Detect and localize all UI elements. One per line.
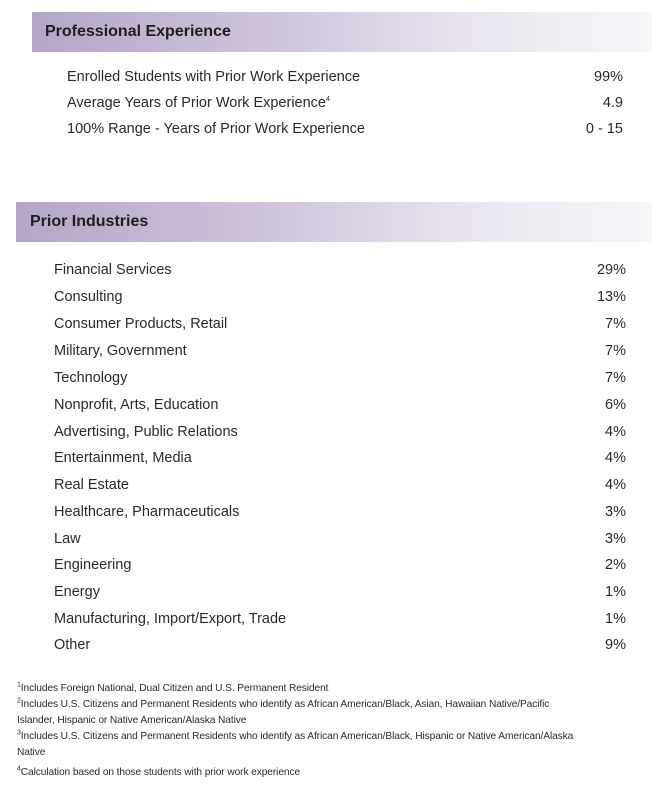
footnote-ref: 4	[326, 96, 330, 104]
industry-row	[54, 314, 626, 334]
footnote-text: Includes U.S. Citizens and Permanent Residents who identify as African American/Black, Hispanic or Native American/Alaska Native	[17, 731, 574, 758]
row-value: 6%	[605, 397, 626, 413]
industry-row	[54, 475, 626, 495]
row-value: 13%	[596, 289, 626, 305]
row-label: Enrolled Students with Prior Work Experience	[67, 69, 361, 85]
row-value: 2%	[605, 557, 626, 573]
footnote-number: 3	[17, 729, 21, 737]
row-label: Consumer Products, Retail	[54, 316, 228, 332]
experience-row	[67, 119, 623, 139]
row-value: 3%	[605, 531, 626, 547]
footnote-text: Calculation based on those students with prior work experience	[20, 767, 301, 778]
row-label: Financial Services	[54, 262, 172, 278]
industry-row	[54, 395, 626, 415]
prior-industries-header	[16, 202, 652, 242]
row-label: Advertising, Public Relations	[54, 424, 238, 440]
row-label: Consulting	[54, 289, 123, 305]
footnote-number: 2	[17, 697, 21, 705]
footnote-number: 1	[17, 681, 21, 689]
row-value: 7%	[605, 316, 626, 332]
industry-row	[54, 341, 626, 361]
footnote-text: Includes Foreign National, Dual Citizen and U.S. Permanent Resident	[20, 683, 329, 694]
row-label: Energy	[54, 584, 100, 600]
row-label: Technology	[54, 370, 128, 386]
footnote-text: Includes U.S. Citizens and Permanent Residents who identify as African American/Black, Asian, Hawaiian Native/Pacific Islander, Hispanic or Native American/Alaska Native	[17, 699, 550, 726]
row-value: 7%	[605, 343, 626, 359]
row-label: Healthcare, Pharmaceuticals	[54, 504, 240, 520]
experience-row	[67, 93, 623, 113]
row-value: 3%	[605, 504, 626, 520]
industry-row	[54, 609, 626, 629]
section-title: Prior Industries	[30, 213, 149, 230]
row-value: 4.9	[602, 95, 623, 111]
row-label: Entertainment, Media	[54, 450, 192, 466]
industry-row	[54, 287, 626, 307]
industry-row	[54, 635, 626, 655]
footnote	[17, 765, 577, 781]
row-label: Manufacturing, Import/Export, Trade	[54, 611, 287, 627]
footnote	[17, 729, 577, 761]
row-label: Nonprofit, Arts, Education	[54, 397, 219, 413]
industry-row	[54, 368, 626, 388]
row-label: 100% Range - Years of Prior Work Experience	[67, 121, 365, 137]
row-label: Real Estate	[54, 477, 129, 493]
industry-row	[54, 260, 626, 280]
row-value: 0 - 15	[585, 121, 623, 137]
row-label: Law	[54, 531, 81, 547]
section-title: Professional Experience	[45, 23, 231, 40]
industry-row	[54, 502, 626, 522]
row-value: 4%	[605, 450, 626, 466]
row-label: Military, Government	[54, 343, 187, 359]
industry-row	[54, 555, 626, 575]
industry-row	[54, 422, 626, 442]
row-value: 4%	[605, 424, 626, 440]
professional-experience-header	[32, 12, 652, 52]
row-value: 4%	[605, 477, 626, 493]
row-value: 1%	[605, 611, 626, 627]
industry-row	[54, 529, 626, 549]
industry-row	[54, 448, 626, 468]
footnote-number: 4	[17, 765, 21, 773]
experience-row	[67, 67, 623, 87]
row-value: 7%	[605, 370, 626, 386]
row-value: 99%	[593, 69, 623, 85]
row-label: Engineering	[54, 557, 132, 573]
industry-row	[54, 582, 626, 602]
row-value: 9%	[605, 637, 626, 653]
row-value: 1%	[605, 584, 626, 600]
footnote	[17, 681, 577, 697]
row-label: Average Years of Prior Work Experience$^4$	[67, 95, 330, 111]
row-value: 29%	[596, 262, 626, 278]
row-label: Other	[54, 637, 91, 653]
footnote	[17, 697, 577, 729]
